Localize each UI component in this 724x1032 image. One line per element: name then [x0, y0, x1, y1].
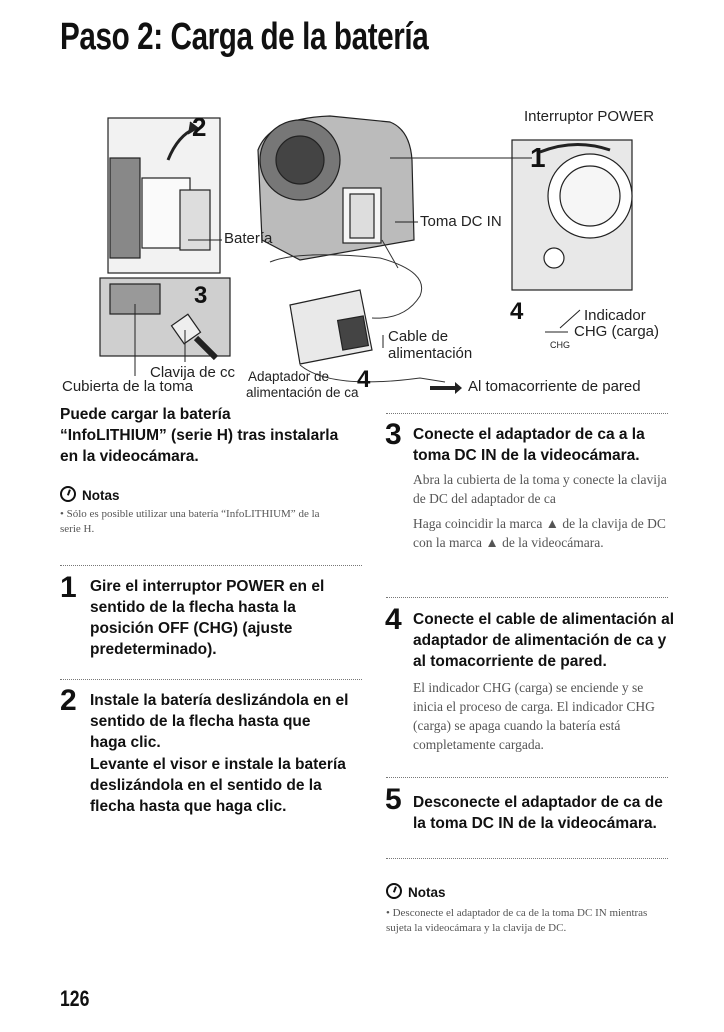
note-icon [60, 486, 76, 502]
label-dc-plug: Clavija de cc [150, 364, 236, 381]
figure-step-4a: 4 [510, 298, 524, 325]
step-4-body: El indicador CHG (carga) se enciende y se inicia el proceso de carga. El indicador CHG (carga) se apaga cuando la batería está completamente cargada. [413, 680, 655, 752]
step-5-text: Desconecte el adaptador de ca de la toma DC IN de la videocámara. [413, 794, 663, 832]
bottom-note-1: • Desconecte el adaptador de ca de la toma DC IN mientras sujeta la videocámara y la clavija de DC. [386, 907, 648, 934]
ac-adaptor-image [290, 290, 372, 364]
label-chg-1: Indicador [584, 307, 646, 324]
step-3-body-2: Haga coincidir la marca ▲ de la clavija de DC con la marca ▲ de la videocámara. [413, 516, 666, 550]
jack-inset-image [100, 278, 230, 358]
step-2-number: 2 [60, 684, 77, 717]
step-4-number: 4 [385, 603, 402, 636]
intro-note-1: • Sólo es posible utilizar una batería “InfoLITHIUM” de la serie H. [60, 508, 320, 535]
label-jack-cover: Cubierta de la toma [62, 378, 193, 395]
divider [386, 413, 668, 414]
intro-heading: Puede cargar la batería “InfoLITHIUM” (serie H) tras instalarla en la videocámara. [60, 406, 339, 465]
step-3-number: 3 [385, 418, 402, 451]
label-power-cord-2: alimentación [388, 345, 473, 362]
label-wall-outlet: Al tomacorriente de pared [468, 378, 641, 395]
divider [60, 679, 362, 680]
note-icon [386, 883, 402, 899]
figure-step-3: 3 [194, 282, 208, 309]
step-1-number: 1 [60, 571, 77, 604]
label-chg-2: CHG (carga) [574, 323, 660, 340]
charging-illustration [0, 0, 724, 400]
step-4-text: Conecte el cable de alimentación al adaptador de alimentación de ca y al tomacorriente de pared. [413, 611, 675, 670]
figure-step-2: 2 [192, 112, 207, 142]
step-2-text-b: Levante el visor e instale la batería deslizándola en el sentido de la flecha hasta que haga clic. [90, 756, 346, 815]
bottom-notes-title: Notas [386, 883, 446, 900]
camcorder-image [258, 116, 414, 260]
page-title: Paso 2: Carga de la batería [60, 16, 429, 58]
label-ac-adaptor-1: Adaptador de [248, 369, 330, 384]
figure-step-4b: 4 [357, 366, 371, 393]
step-3-text: Conecte el adaptador de ca a la toma DC IN de la videocámara. [413, 426, 645, 464]
label-power-cord-1: Cable de [388, 328, 449, 345]
wall-arrow [430, 382, 462, 394]
label-power-switch: Interruptor POWER [524, 108, 655, 125]
page-number: 126 [60, 986, 90, 1011]
label-chg-small: CHG [550, 340, 570, 350]
divider [386, 597, 668, 598]
figure-step-1: 1 [530, 142, 546, 173]
step-2-text-a: Instale la batería deslizándola en el sentido de la flecha hasta que haga clic. [90, 692, 349, 751]
step-3-body-1: Abra la cubierta de la toma y conecte la clavija de DC del adaptador de ca [413, 472, 667, 506]
divider [386, 858, 668, 859]
step-5-number: 5 [385, 783, 402, 816]
intro-notes-title: Notas [60, 486, 120, 503]
label-battery: Batería [224, 230, 273, 247]
divider [60, 565, 362, 566]
label-dc-in-jack: Toma DC IN [420, 213, 502, 230]
label-ac-adaptor-2: alimentación de ca [246, 385, 359, 400]
step-1-text: Gire el interruptor POWER en el sentido de la flecha hasta la posición OFF (CHG) (ajuste predeterminado). [90, 578, 325, 658]
divider [386, 777, 668, 778]
